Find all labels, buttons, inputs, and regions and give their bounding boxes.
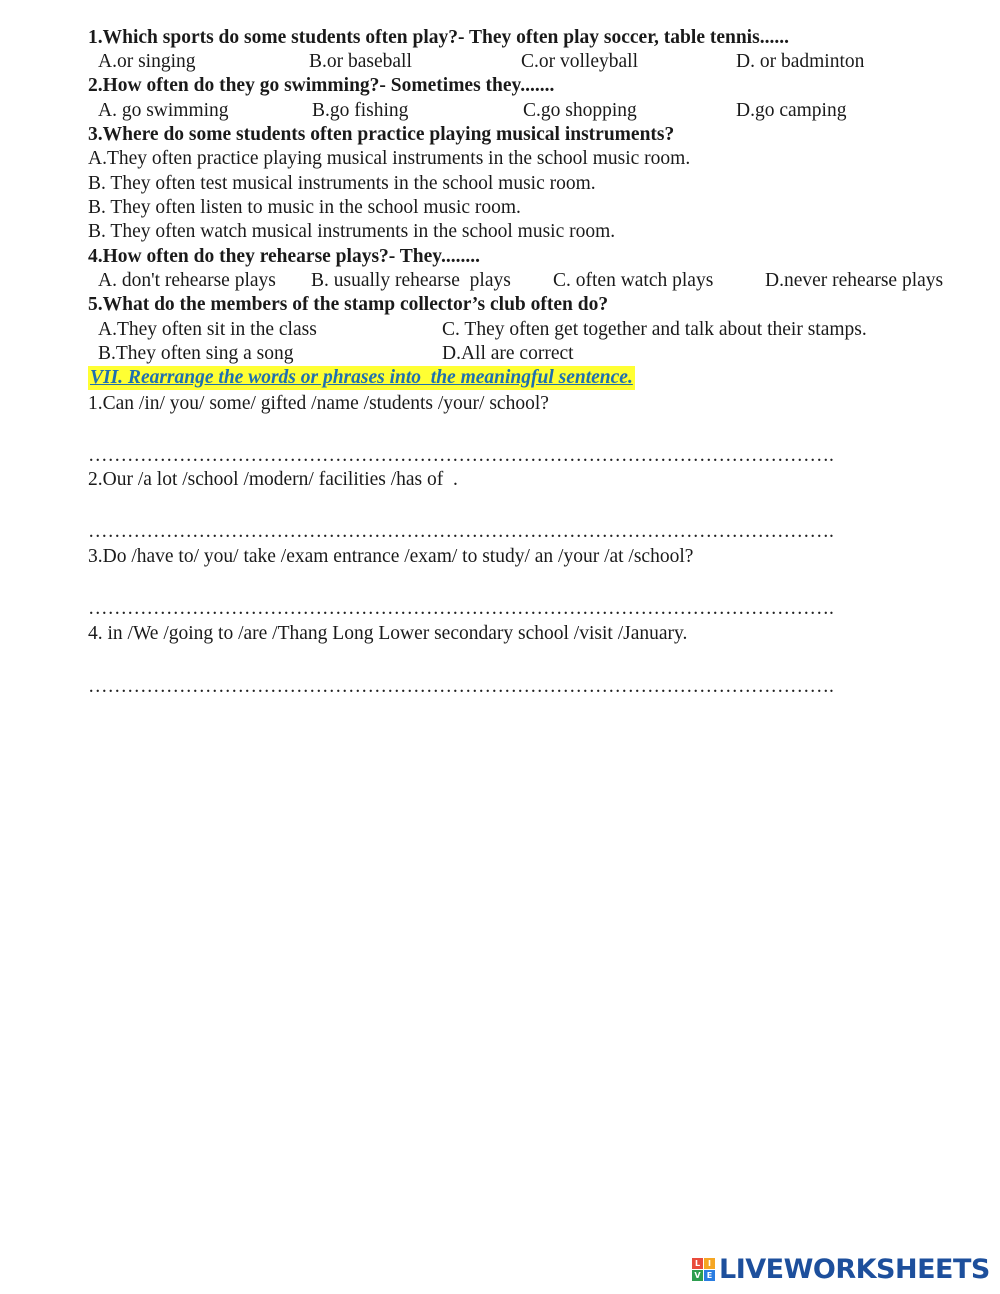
q4-option-b: B. usually rehearse plays [311, 270, 511, 291]
logo-text: LIVEWORKSHEETS [719, 1253, 990, 1285]
q2-option-a: A. go swimming [98, 100, 229, 121]
q2-option-c: C.go shopping [523, 100, 637, 121]
rearrange-item-4: 4. in /We /going to /are /Thang Long Lower secondary school /visit /January. [88, 623, 688, 644]
answer-line-1[interactable]: ……………………………………………………………………………………………………. [88, 445, 834, 466]
logo-block-e: E [704, 1270, 715, 1281]
q1-option-d: D. or badminton [736, 51, 865, 72]
q1-option-c: C.or volleyball [521, 51, 638, 72]
question-2: 2.How often do they go swimming?- Sometimes they....... [88, 75, 555, 96]
q3-option-b3: B. They often watch musical instruments in the school music room. [88, 221, 616, 242]
question-3: 3.Where do some students often practice playing musical instruments? [88, 124, 675, 145]
question-1: 1.Which sports do some students often play?- They often play soccer, table tennis...... [88, 27, 789, 48]
section-heading: VII. Rearrange the words or phrases into the meaningful sentence. [90, 367, 633, 388]
q1-option-a: A.or singing [98, 51, 196, 72]
q3-option-b1: B. They often test musical instruments in the school music room. [88, 173, 596, 194]
question-5: 5.What do the members of the stamp collector’s club often do? [88, 294, 609, 315]
q4-option-d: D.never rehearse plays [765, 270, 944, 291]
q1-option-b: B.or baseball [309, 51, 412, 72]
q3-option-b2: B. They often listen to music in the school music room. [88, 197, 521, 218]
answer-line-4[interactable]: ……………………………………………………………………………………………………. [88, 676, 834, 697]
liveworksheets-logo [692, 1252, 990, 1286]
answer-line-2[interactable]: ……………………………………………………………………………………………………. [88, 521, 834, 542]
q4-option-a: A. don't rehearse plays [98, 270, 276, 291]
q3-option-a: A.They often practice playing musical instruments in the school music room. [88, 148, 691, 169]
q4-option-c: C. often watch plays [553, 270, 714, 291]
logo-blocks-icon [692, 1258, 715, 1281]
answer-line-3[interactable]: ……………………………………………………………………………………………………. [88, 598, 834, 619]
q2-option-b: B.go fishing [312, 100, 409, 121]
logo-block-l: L [692, 1258, 703, 1269]
logo-block-i: I [704, 1258, 715, 1269]
rearrange-item-1: 1.Can /in/ you/ some/ gifted /name /students /your/ school? [88, 393, 549, 414]
q5-option-d: D.All are correct [442, 343, 574, 364]
q2-option-d: D.go camping [736, 100, 847, 121]
q5-option-c: C. They often get together and talk about their stamps. [442, 319, 867, 340]
q5-option-b: B.They often sing a song [98, 343, 294, 364]
q5-option-a: A.They often sit in the class [98, 319, 317, 340]
question-4: 4.How often do they rehearse plays?- They........ [88, 246, 480, 267]
rearrange-item-3: 3.Do /have to/ you/ take /exam entrance /exam/ to study/ an /your /at /school? [88, 546, 694, 567]
logo-block-v: V [692, 1270, 703, 1281]
rearrange-item-2: 2.Our /a lot /school /modern/ facilities /has of . [88, 469, 458, 490]
